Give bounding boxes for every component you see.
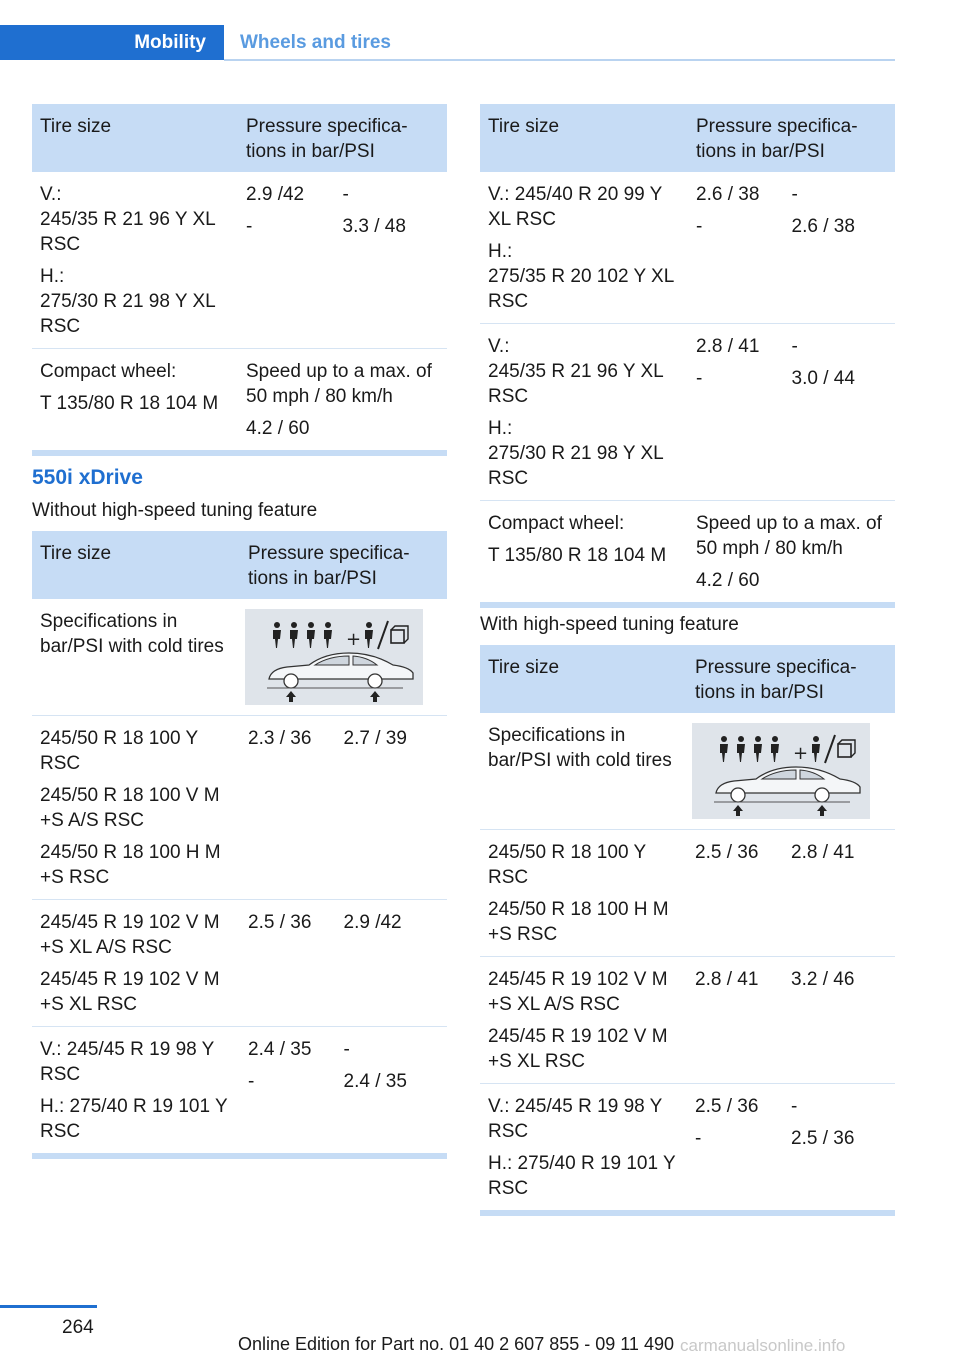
header-tire-size: Tire size [40,543,112,564]
pressure-cell [240,900,447,944]
spec-text: Specifications in bar/PSI with cold tires [488,725,672,771]
pressure-cell [688,501,895,602]
tire-size-text: H.: 275/40 R 19 101 Y RSC [40,1096,228,1142]
tire-size-text: 245/45 R 19 102 V M +S XL RSC [40,969,220,1015]
pressure-value: 2.6 / 38 [696,184,760,205]
tire-size-text: V.: 245/35 R 21 96 Y XL RSC [488,336,664,407]
pressure-normal-load [695,967,791,992]
tire-size-text: 245/50 R 18 100 H M +S RSC [40,842,221,888]
tire-size-text: V.: 245/45 R 19 98 Y RSC [488,1096,662,1142]
pressure-normal-load [248,910,344,935]
pressure-value: 2.5 / 36 [248,912,312,933]
pressure-value: 2.5 / 36 [695,1096,759,1117]
header-pressure: Pressure specifica-tions in bar/PSI [696,116,858,162]
pressure-value: 2.9 /42 [343,912,402,933]
table-body [480,104,895,605]
tire-size-cell [32,1027,240,1153]
pressure-value: 2.3 / 36 [248,728,312,749]
table-row [480,172,895,324]
tire-size-text: Compact wheel: [488,513,625,534]
spec-label [480,713,687,781]
car-figure-cell [240,599,447,715]
pressure-full-load [792,334,888,391]
table-row [32,900,447,1027]
pressure-note: Speed up to a max. of 50 mph / 80 km/h [696,513,882,559]
tire-size-text: H.: 275/30 R 21 98 Y XL RSC [40,266,216,337]
pressure-full-load [344,1037,440,1094]
spec-row [480,713,895,830]
table-body [32,531,447,1156]
tire-size-text: V.: 245/40 R 20 99 Y XL RSC [488,184,662,230]
car-load-icon [245,609,423,705]
pressure-value: 2.8 / 41 [791,842,855,863]
pressure-value: 2.7 / 39 [343,728,407,749]
table-row [32,172,447,349]
header-pressure: Pressure specifica-tions in bar/PSI [246,116,408,162]
table-row [32,349,447,454]
tire-size-text: 245/50 R 18 100 H M +S RSC [488,899,669,945]
header-tire-size: Tire size [488,116,560,137]
tire-size-text: H.: 275/35 R 20 102 Y XL RSC [488,241,674,312]
pressure-note: Speed up to a max. of 50 mph / 80 km/h [246,361,432,407]
tire-size-text: V.: 245/45 R 19 98 Y RSC [40,1039,214,1085]
tire-size-text: 245/50 R 18 100 Y RSC [488,842,646,888]
pressure-value: 2.4 / 35 [343,1071,407,1092]
pressure-normal-load [695,1094,791,1151]
pressure-normal-load [248,726,344,751]
table-header-row [480,104,895,172]
spec-label [32,599,240,667]
pressure-cell [238,349,447,450]
pressure-value: - [791,184,798,205]
page-header [0,25,895,62]
spec-row [32,599,447,716]
table-right-top [480,104,895,608]
pressure-normal-load [248,1037,344,1094]
pressure-value: - [248,1071,255,1092]
pressure-value: 3.2 / 46 [791,969,855,990]
table-header-row [480,645,895,713]
pressure-value: 2.5 / 36 [791,1128,855,1149]
pressure-cell [687,957,895,1001]
tire-size-text: 245/50 R 18 100 Y RSC [40,728,198,774]
pressure-full-load [791,840,887,865]
section-subtitle-with-hs: With high-speed tuning feature [480,614,739,635]
table-row [32,716,447,900]
tire-size-cell [480,957,687,1083]
pressure-cell [687,1084,895,1160]
watermark: carmanualsonline.info [680,1336,846,1355]
table-row [480,830,895,957]
car-figure-cell [687,713,895,829]
tire-size-cell [480,1084,687,1210]
pressure-cell [240,716,447,760]
header-tire-size: Tire size [40,116,112,137]
tire-size-cell [32,716,240,899]
chapter-tab[interactable]: Mobility [0,25,224,60]
pressure-value: - [791,1096,798,1117]
table-body [32,104,447,453]
table-header-row [32,531,447,599]
pressure-value: 2.8 / 41 [695,969,759,990]
tire-size-cell [32,349,238,425]
table-left-top [32,104,447,456]
tire-size-text: Compact wheel: [40,361,177,382]
pressure-full-load [344,910,440,935]
pressure-value: 3.0 / 44 [791,368,855,389]
table-body [480,645,895,1213]
pressure-normal-load [696,182,792,239]
spec-text: Specifications in bar/PSI with cold tires [40,611,224,657]
pressure-normal-load [695,840,791,865]
tire-size-text: 245/45 R 19 102 V M +S XL A/S RSC [488,969,668,1015]
pressure-note: 4.2 / 60 [696,570,760,591]
header-tire-size: Tire size [488,657,560,678]
tire-size-text: T 135/80 R 18 104 M [488,545,667,566]
pressure-value: 2.4 / 35 [248,1039,312,1060]
edition-note: Online Edition for Part no. 01 40 2 607 855 - 09 11 490 [238,1334,674,1354]
pressure-full-load [344,726,440,751]
footer-bar [0,1305,97,1308]
pressure-full-load [343,182,440,239]
pressure-value: - [696,368,703,389]
header-rule [224,59,895,61]
page-number: 264 [62,1317,94,1338]
table-left-bottom [32,531,447,1159]
pressure-value: 2.5 / 36 [695,842,759,863]
table-row [480,324,895,501]
pressure-value: - [342,184,349,205]
tire-size-text: 245/50 R 18 100 V M +S A/S RSC [40,785,220,831]
svg-text:+: + [345,629,361,650]
pressure-cell [238,172,447,248]
tire-size-text: H.: 275/40 R 19 101 Y RSC [488,1153,676,1199]
tire-size-text: V.: 245/35 R 21 96 Y XL RSC [40,184,216,255]
tire-size-text: 245/45 R 19 102 V M +S XL A/S RSC [40,912,220,958]
pressure-value: - [246,216,253,237]
table-row [480,501,895,606]
pressure-full-load [791,1094,887,1151]
section-subtitle-without-hs: Without high-speed tuning feature [32,500,318,521]
table-header-row [32,104,447,172]
car-figure [245,609,423,705]
tire-size-text: H.: 275/30 R 21 98 Y XL RSC [488,418,664,489]
section-tab[interactable]: Wheels and tires [240,31,391,53]
car-figure [692,723,870,819]
pressure-value: - [695,1128,702,1149]
section-title-550i: 550i xDrive [32,466,143,489]
pressure-normal-load [696,334,792,391]
table-row [480,1084,895,1214]
pressure-cell [687,830,895,874]
pressure-cell [688,172,895,248]
table-right-bottom [480,645,895,1216]
tire-size-cell [480,830,687,956]
pressure-value: - [696,216,703,237]
pressure-value: 2.9 /42 [246,184,305,205]
pressure-full-load [791,967,887,992]
tire-size-text: 245/45 R 19 102 V M +S XL RSC [488,1026,668,1072]
pressure-note: 4.2 / 60 [246,418,310,439]
header-pressure: Pressure specifica-tions in bar/PSI [695,657,857,703]
tire-size-cell [480,172,688,323]
header-pressure: Pressure specifica-tions in bar/PSI [248,543,410,589]
pressure-value: - [343,1039,350,1060]
tire-size-text: T 135/80 R 18 104 M [40,393,219,414]
pressure-full-load [792,182,888,239]
pressure-value: - [791,336,798,357]
pressure-normal-load [246,182,343,239]
tire-size-cell [480,501,688,577]
tire-size-cell [32,172,238,348]
car-load-icon [692,723,870,819]
table-row [480,957,895,1084]
pressure-value: 3.3 / 48 [342,216,406,237]
pressure-cell [240,1027,447,1103]
table-row [32,1027,447,1157]
pressure-value: 2.8 / 41 [696,336,760,357]
tire-size-cell [480,324,688,500]
svg-text:+: + [793,743,809,764]
pressure-cell [688,324,895,400]
tire-size-cell [32,900,240,1026]
pressure-value: 2.6 / 38 [791,216,855,237]
